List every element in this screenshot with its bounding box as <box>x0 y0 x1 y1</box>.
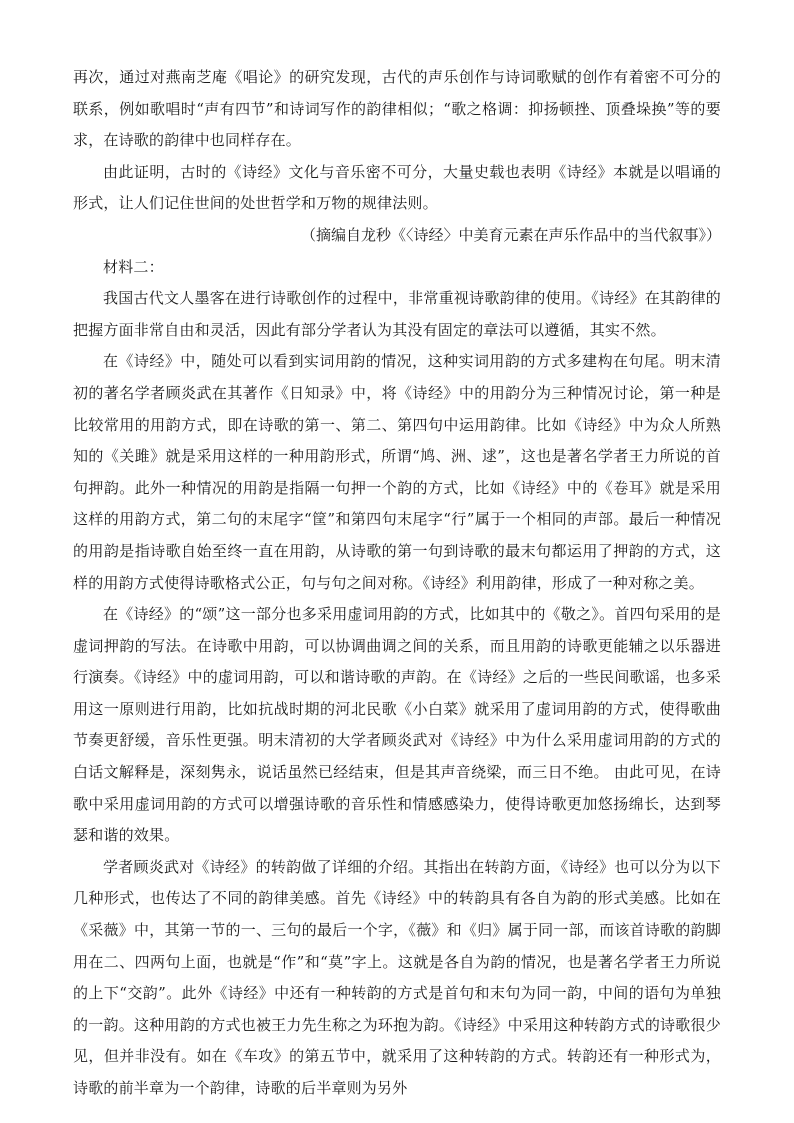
source-citation: （摘编自龙秒《〈诗经〉中美育元素在声乐作品中的当代叙事》） <box>300 225 721 244</box>
paragraph-2: 由此证明，古时的《诗经》文化与音乐密不可分，大量史载也表明《诗经》本就是以唱诵的形式，让人们记住世间的处世哲学和万物的规律法则。 <box>73 162 721 213</box>
document-page <box>73 62 721 1105</box>
paragraph-6: 在《诗经》的“颂”这一部分也多采用虚词用韵的方式，比如其中的《敬之》。首四句采用的是虚词押韵的写法。在诗歌中用韵，可以协调曲调之间的关系，而且用韵的诗歌更能辅之以乐器进行演奏。《诗经》中的虚词用韵，可以和谐诗歌的声韵。在《诗经》之后的一些民间歌谣，也多采用这一原则进行用韵，比如抗战时期的河北民歌《小白菜》就采用了虚词用韵的方式，使得歌曲节奏更舒缓，音乐性更强。明末清初的大学者顾炎武对《诗经》中为什么采用虚词用韵的方式的白话文解释是，深刻隽永，说话虽然已经结束，但是其声音绕梁，而三日不绝。 由此可见，在诗歌中采用虚词用韵的方式可以增强诗歌的音乐性和情感感染力，使得诗歌更加悠扬绵长，达到琴瑟和谐的效果。 <box>73 605 721 845</box>
section-heading-material-2: 材料二： <box>103 257 164 276</box>
paragraph-7: 学者顾炎武对《诗经》的转韵做了详细的介绍。其指出在转韵方面，《诗经》也可以分为以下几种形式，也传达了不同的韵律美感。首先《诗经》中的转韵具有各自为韵的形式美感。比如在《采薇》中，其第一节的一、三句的最后一个字，《薇》和《归》属于同一部，而该首诗歌的韵脚用在二、四两句上面，也就是“作”和“莫”字上。这就是各自为韵的情况，也是著名学者王力所说的上下“交韵”。此外《诗经》中还有一种转韵的方式是首句和末句为同一韵，中间的语句为单独的一韵。这种用韵的方式也被王力先生称之为环抱为韵。《诗经》中采用这种转韵方式的诗歌很少见，但并非没有。如在《车攻》的第五节中，就采用了这种转韵的方式。转韵还有一种形式为，诗歌的前半章为一个韵律，诗歌的后半章则为另外 <box>73 857 721 1097</box>
paragraph-4: 我国古代文人墨客在进行诗歌创作的过程中，非常重视诗歌韵律的使用。《诗经》在其韵律的把握方面非常自由和灵活，因此有部分学者认为其没有固定的章法可以遵循，其实不然。 <box>73 289 721 339</box>
paragraph-1: 再次，通过对燕南芝庵《唱论》的研究发现，古代的声乐创作与诗词歌赋的创作有着密不可分的联系，例如歌唱时“声有四节”和诗词写作的韵律相似；“歌之格调：抑扬顿挫、顶叠垛换”等的要求，在诗歌的韵律中也同样存在。 <box>73 68 721 150</box>
paragraph-5: 在《诗经》中，随处可以看到实词用韵的情况，这种实词用韵的方式多建构在句尾。明末清初的著名学者顾炎武在其著作《日知录》中，将《诗经》中的用韵分为三种情况讨论，第一种是比较常用的用韵方式，即在诗歌的第一、第二、第四句中运用韵律。比如《诗经》中为众人所熟知的《关雎》就是采用这样的一种用韵形式，所谓“鸠、洲、逑”，这也是著名学者王力所说的首句押韵。此外一种情况的用韵是指隔一句押一个韵的方式，比如《诗经》中的《卷耳》就是采用这样的用韵方式，第二句的末尾字“筐”和第四句末尾字“行”属于一个相同的声部。最后一种情况的用韵是指诗歌自始至终一直在用韵，从诗歌的第一句到诗歌的最末句都运用了押韵的方式，这样的用韵方式使得诗歌格式公正，句与句之间对称。《诗经》利用韵律，形成了一种对称之美。 <box>73 352 721 592</box>
